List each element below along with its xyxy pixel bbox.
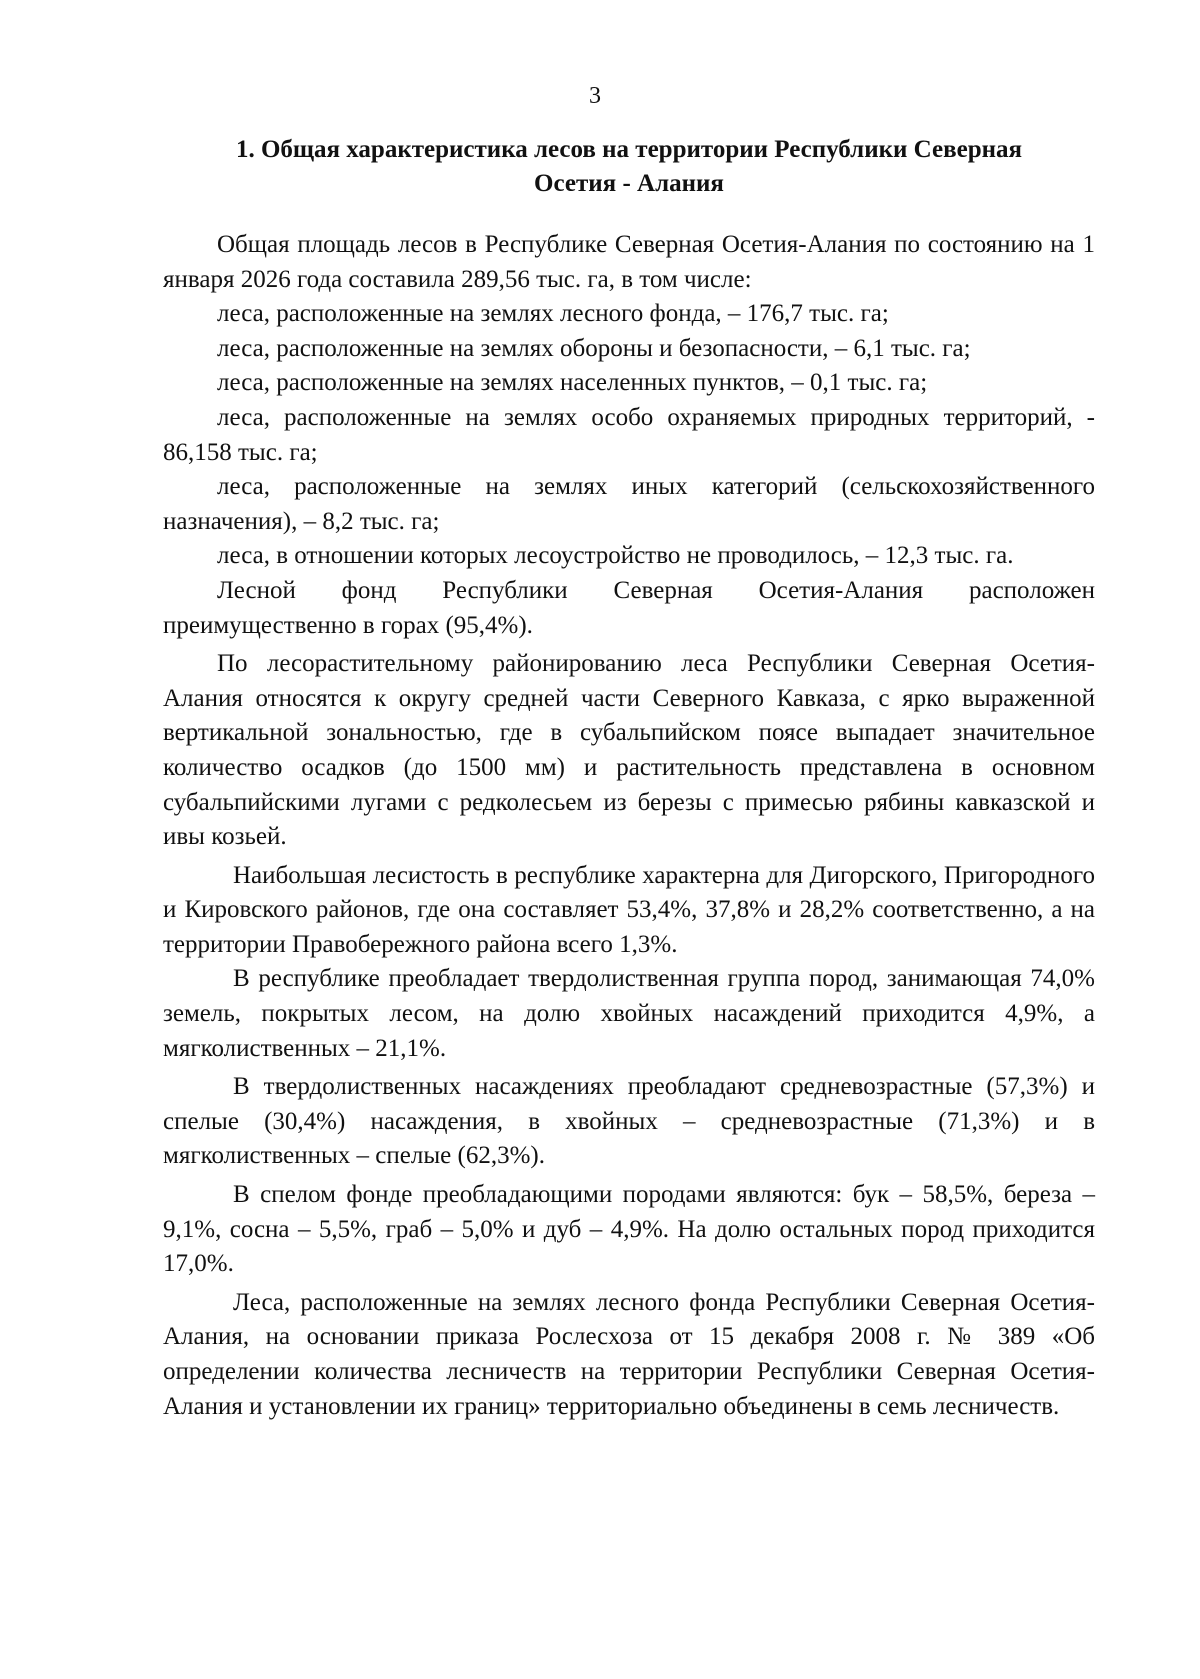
paragraph-age-structure: В твердолиственных насаждениях преобладают средневозрастные (57,3%) и спелые (30,4%) насаждения, в хвойных – средневозрастные (71,3%) и в мягколиственных – спелые (62,3%). — [163, 1073, 1095, 1170]
paragraph-species-groups: В республике преобладает твердолиственная группа пород, занимающая 74,0% земель, покрытых лесом, на долю хвойных насаждений приходится 4,9%, а мягколиственных – 21,1%. — [163, 965, 1095, 1062]
paragraph-defense-lands: леса, расположенные на землях обороны и безопасности, – 6,1 тыс. га; — [217, 334, 971, 362]
paragraph-mountain-forests: Лесной фонд Республики Северная Осетия-Алания расположен преимущественно в горах (95,4%). — [163, 576, 1095, 639]
paragraph-forest-cover: Наибольшая лесистость в республике характерна для Дигорского, Пригородного и Кировского районов, где она составляет 53,4%, 37,8% и 28,2% соответственно, а на территории Правобережного района всего 1,3%. — [163, 861, 1095, 958]
section-heading-line-1: 1. Общая характеристика лесов на территории Республики Северная — [235, 136, 1023, 163]
paragraph-zoning: По лесорастительному районированию леса Республики Северная Осетия-Алания относятся к округу средней части Северного Кавказа, с ярко выраженной вертикальной зональностью, где в субальпийском поясе выпадает значительное количество осадков (до 1500 мм) и растительность представлена в основном субальпийскими лугами с редколесьем из березы с примесью рябины кавказской и ивы козьей. — [163, 650, 1095, 851]
paragraph-total-area: Общая площадь лесов в Республике Северная Осетия-Алания по состоянию на 1 января 2026 года составила 289,56 тыс. га, в том числе: — [163, 231, 1095, 293]
page-number: 3 — [589, 83, 601, 109]
paragraph-forest-fund-lands: леса, расположенные на землях лесного фонда, – 176,7 тыс. га; — [217, 300, 889, 328]
section-heading-line-2: Осетия - Алания — [534, 170, 724, 197]
paragraph-mature-stock: В спелом фонде преобладающими породами являются: бук – 58,5%, береза – 9,1%, сосна – 5,5%, граб – 5,0% и дуб – 4,9%. На долю остальных пород приходится 17,0%. — [163, 1181, 1095, 1278]
paragraph-settlement-lands: леса, расположенные на землях населенных пунктов, – 0,1 тыс. га; — [217, 369, 928, 397]
paragraph-forestries: Леса, расположенные на землях лесного фонда Республики Северная Осетия-Алания, на основании приказа Рослесхоза от 15 декабря 2008 г. № 389 «Об определении количества лесничеств на территории Республики Северная Осетия-Алания и установлении их границ» территориально объединены в семь лесничеств. — [163, 1288, 1095, 1420]
section-heading — [163, 133, 1095, 201]
paragraph-protected-territories: леса, расположенные на землях особо охраняемых природных территорий, - 86,158 тыс. га; — [163, 403, 1095, 466]
paragraph-other-categories: леса, расположенные на землях иных категорий (сельскохозяйственного назначения), – 8,2 тыс. га; — [163, 473, 1095, 535]
document-body — [163, 228, 1095, 1424]
paragraph-no-forest-management: леса, в отношении которых лесоустройство не проводилось, – 12,3 тыс. га. — [217, 542, 1014, 570]
